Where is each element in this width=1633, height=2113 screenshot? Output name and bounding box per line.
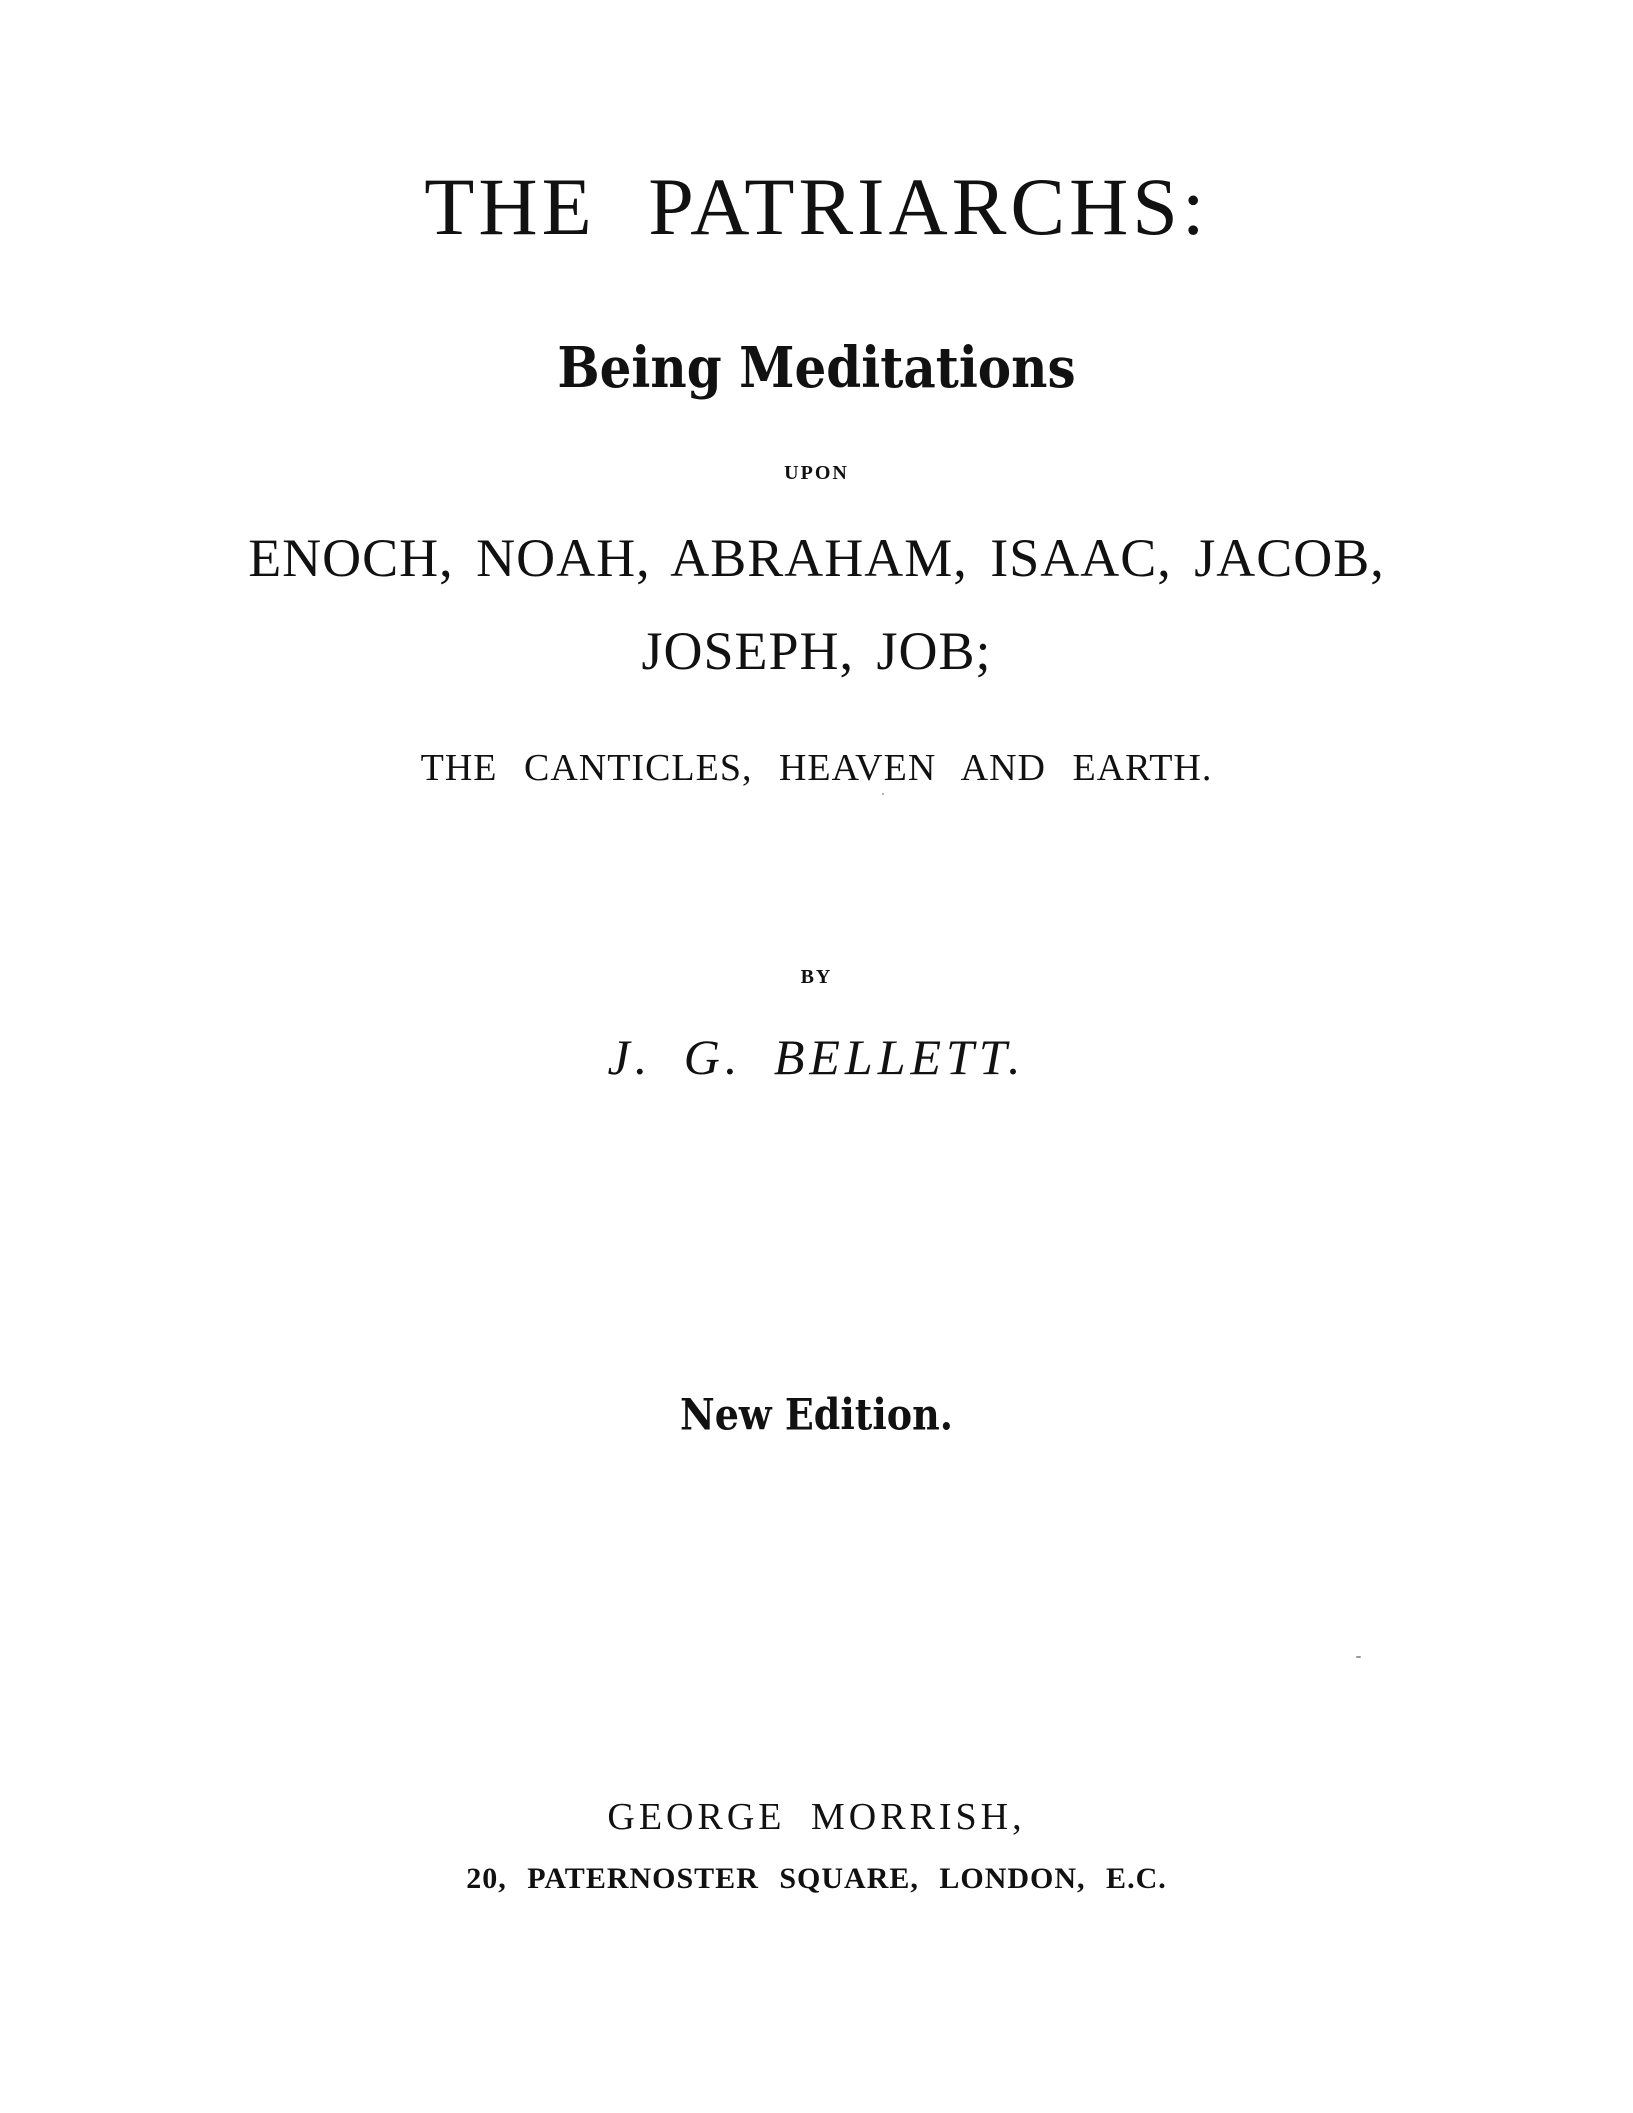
upon-label: UPON bbox=[784, 462, 849, 484]
book-title: THE PATRIARCHS: bbox=[424, 161, 1209, 252]
author-name: J. G. BELLETT. bbox=[607, 1029, 1026, 1085]
book-subtitle: Being Meditations bbox=[557, 334, 1076, 401]
publisher-address: 20, PATERNOSTER SQUARE, LONDON, E.C. bbox=[466, 1862, 1167, 1895]
subjects-line-2: JOSEPH, JOB; bbox=[641, 621, 992, 681]
publisher-name: GEORGE MORRISH, bbox=[607, 1796, 1026, 1838]
subjects-line-3: THE CANTICLES, HEAVEN AND EARTH. bbox=[420, 747, 1213, 789]
by-label: BY bbox=[800, 966, 833, 988]
print-speck bbox=[1356, 1656, 1361, 1658]
print-speck bbox=[882, 793, 884, 795]
edition-label: New Edition. bbox=[679, 1389, 953, 1440]
subjects-line-1: ENOCH, NOAH, ABRAHAM, ISAAC, JACOB, bbox=[248, 528, 1385, 588]
